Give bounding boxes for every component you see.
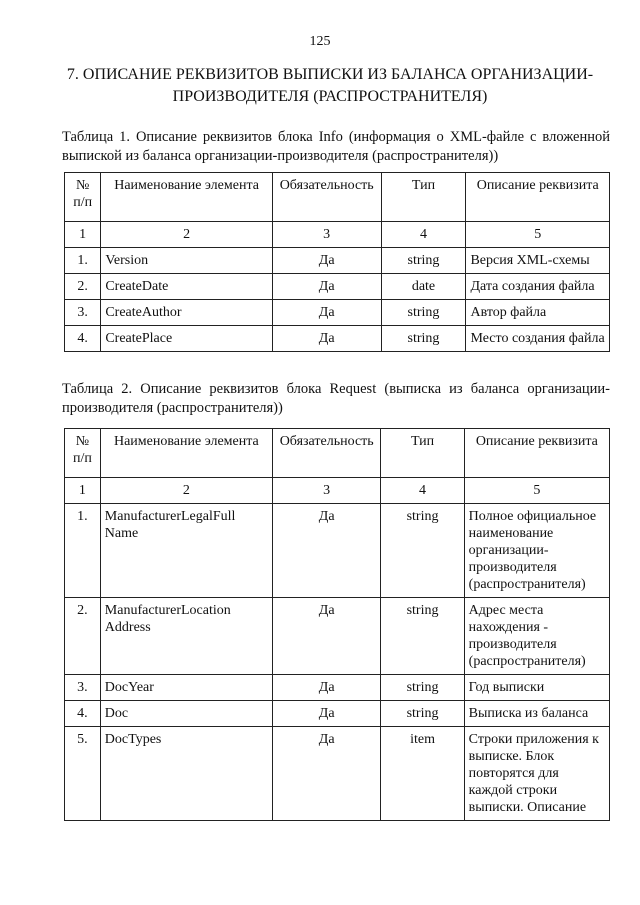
header-type: Тип bbox=[381, 429, 464, 478]
row-name: CreateDate bbox=[101, 274, 272, 300]
row-required: Да bbox=[272, 701, 381, 727]
row-num: 2. bbox=[65, 598, 101, 675]
row-description: Версия XML-схемы bbox=[466, 248, 610, 274]
table1 bbox=[64, 172, 610, 352]
table-row bbox=[65, 504, 610, 598]
row-required: Да bbox=[272, 598, 381, 675]
row-type: string bbox=[381, 248, 466, 274]
row-type: date bbox=[381, 274, 466, 300]
row-name: CreatePlace bbox=[101, 326, 272, 352]
header-num: № п/п bbox=[65, 429, 101, 478]
section-title-line1: 7. ОПИСАНИЕ РЕКВИЗИТОВ ВЫПИСКИ ИЗ БАЛАНСА ОРГАНИЗАЦИИ- bbox=[66, 66, 594, 83]
index-cell: 2 bbox=[101, 222, 272, 248]
table2-header-row bbox=[65, 429, 610, 478]
table1-index-row bbox=[65, 222, 610, 248]
header-name: Наименование элемента bbox=[100, 429, 272, 478]
row-description: Строки приложения к выписке. Блок повторятся для каждой строки выписки. Описание bbox=[464, 727, 609, 821]
header-required: Обязательность bbox=[272, 173, 381, 222]
row-name: DocYear bbox=[100, 675, 272, 701]
page-number: 125 bbox=[309, 34, 331, 49]
section-title-line2: ПРОИЗВОДИТЕЛЯ (РАСПРОСТРАНИТЕЛЯ) bbox=[172, 88, 488, 105]
row-type: item bbox=[381, 727, 464, 821]
header-required: Обязательность bbox=[272, 429, 381, 478]
section-title bbox=[60, 64, 600, 108]
row-num: 1. bbox=[65, 504, 101, 598]
row-num: 5. bbox=[65, 727, 101, 821]
row-description: Дата создания файла bbox=[466, 274, 610, 300]
row-num: 1. bbox=[65, 248, 101, 274]
index-cell: 3 bbox=[272, 222, 381, 248]
row-description: Год выписки bbox=[464, 675, 609, 701]
row-type: string bbox=[381, 326, 466, 352]
index-cell: 4 bbox=[381, 478, 464, 504]
row-type: string bbox=[381, 504, 464, 598]
header-name: Наименование элемента bbox=[101, 173, 272, 222]
header-description: Описание реквизита bbox=[466, 173, 610, 222]
row-description: Место создания файла bbox=[466, 326, 610, 352]
row-name: DocTypes bbox=[100, 727, 272, 821]
table-row bbox=[65, 727, 610, 821]
row-num: 4. bbox=[65, 701, 101, 727]
row-type: string bbox=[381, 300, 466, 326]
table-row bbox=[65, 274, 610, 300]
index-cell: 1 bbox=[65, 222, 101, 248]
row-name: ManufacturerLegalFull Name bbox=[100, 504, 272, 598]
table-row bbox=[65, 701, 610, 727]
header-num: № п/п bbox=[65, 173, 101, 222]
row-num: 4. bbox=[65, 326, 101, 352]
index-cell: 4 bbox=[381, 222, 466, 248]
row-name: ManufacturerLocation Address bbox=[100, 598, 272, 675]
row-required: Да bbox=[272, 504, 381, 598]
row-name: Version bbox=[101, 248, 272, 274]
row-name: CreateAuthor bbox=[101, 300, 272, 326]
table-row bbox=[65, 300, 610, 326]
header-description: Описание реквизита bbox=[464, 429, 609, 478]
index-cell: 3 bbox=[272, 478, 381, 504]
table-row bbox=[65, 248, 610, 274]
row-required: Да bbox=[272, 274, 381, 300]
table-row bbox=[65, 675, 610, 701]
row-num: 3. bbox=[65, 300, 101, 326]
row-type: string bbox=[381, 675, 464, 701]
table1-header-row bbox=[65, 173, 610, 222]
table2-index-row bbox=[65, 478, 610, 504]
table-row bbox=[65, 326, 610, 352]
row-description: Адрес места нахождения - производителя (распространителя) bbox=[464, 598, 609, 675]
index-cell: 5 bbox=[466, 222, 610, 248]
row-name: Doc bbox=[100, 701, 272, 727]
row-num: 3. bbox=[65, 675, 101, 701]
row-required: Да bbox=[272, 300, 381, 326]
row-description: Автор файла bbox=[466, 300, 610, 326]
row-required: Да bbox=[272, 727, 381, 821]
row-description: Выписка из баланса bbox=[464, 701, 609, 727]
table2-caption: Таблица 2. Описание реквизитов блока Request (выписка из баланса организации-производителя (распространителя)) bbox=[62, 381, 610, 416]
index-cell: 2 bbox=[100, 478, 272, 504]
row-num: 2. bbox=[65, 274, 101, 300]
header-type: Тип bbox=[381, 173, 466, 222]
row-type: string bbox=[381, 598, 464, 675]
table-row bbox=[65, 598, 610, 675]
row-required: Да bbox=[272, 248, 381, 274]
index-cell: 5 bbox=[464, 478, 609, 504]
row-required: Да bbox=[272, 675, 381, 701]
index-cell: 1 bbox=[65, 478, 101, 504]
row-description: Полное официальное наименование организации-производителя (распространителя) bbox=[464, 504, 609, 598]
table2 bbox=[64, 428, 610, 821]
row-required: Да bbox=[272, 326, 381, 352]
row-type: string bbox=[381, 701, 464, 727]
table1-caption: Таблица 1. Описание реквизитов блока Info (информация о XML-файле с вложенной выпиской из баланса организации-производителя (распространителя)) bbox=[62, 129, 610, 164]
